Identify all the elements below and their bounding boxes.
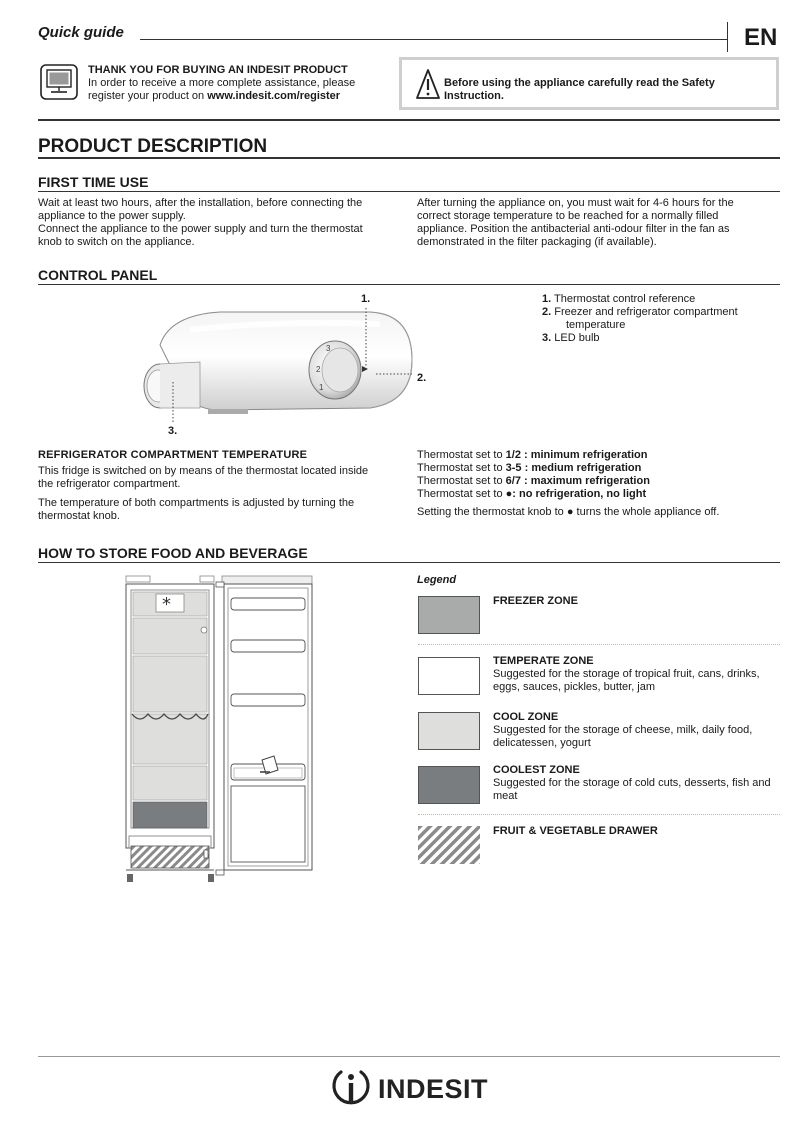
control-item-1: 1. Thermostat control reference xyxy=(542,293,696,305)
legend-divider-1 xyxy=(418,644,780,645)
indesit-logo-icon xyxy=(329,1068,373,1112)
section-divider xyxy=(38,119,780,121)
header-rule-tick xyxy=(727,22,728,52)
fruit-vegetable-drawer-title: FRUIT & VEGETABLE DRAWER xyxy=(493,825,658,837)
callout-1: 1. xyxy=(361,293,371,305)
register-line1: In order to receive a more complete assistance, please xyxy=(88,77,356,89)
coolest-zone-swatch xyxy=(418,766,480,804)
coolest-zone-title: COOLEST ZONE xyxy=(493,764,580,776)
register-link[interactable]: www.indesit.com/register xyxy=(207,90,341,102)
control-panel-illustration xyxy=(130,290,440,444)
svg-text:*: * xyxy=(162,594,171,615)
setting-medium: Thermostat set to 3-5 : medium refrigeration xyxy=(417,462,642,474)
warning-icon xyxy=(416,68,440,104)
control-panel-list xyxy=(542,293,738,345)
first-time-use-rule xyxy=(38,191,780,192)
freezer-zone-swatch xyxy=(418,596,480,634)
footer-rule xyxy=(38,1056,780,1057)
product-description-rule xyxy=(38,157,780,159)
computer-icon xyxy=(40,64,78,104)
control-item-3: 3. LED bulb xyxy=(542,332,600,344)
fruit-vegetable-drawer-swatch xyxy=(418,826,480,868)
knob-number-3: 3 xyxy=(326,344,331,353)
language-code: EN xyxy=(744,24,778,51)
warning-line2: Instruction. xyxy=(444,90,504,102)
coolest-zone-desc: Suggested for the storage of cold cuts, desserts, fish and meat xyxy=(493,777,771,802)
legend-label: Legend xyxy=(417,574,457,586)
freezer-zone-title: FREEZER ZONE xyxy=(493,595,578,607)
product-description-heading: PRODUCT DESCRIPTION xyxy=(38,136,268,157)
knob-number-1: 1 xyxy=(319,383,324,392)
first-time-use-left: Wait at least two hours, after the installation, before connecting the appliance to the power supply. Connect the appliance to the power supply and turn the thermostat knob to switch on the appliance. xyxy=(38,197,363,248)
control-item-2: 2. Freezer and refrigerator compartment xyxy=(542,306,738,318)
temperate-zone-title: TEMPERATE ZONE xyxy=(493,655,594,667)
brand-logo-text: INDESIT xyxy=(378,1074,489,1104)
legend-divider-2 xyxy=(418,814,780,815)
control-panel-heading: CONTROL PANEL xyxy=(38,267,158,283)
store-rule xyxy=(38,562,780,563)
header-rule xyxy=(140,39,728,40)
knob-number-2: 2 xyxy=(316,365,321,374)
cool-zone-swatch xyxy=(418,712,480,750)
thermostat-settings xyxy=(417,449,650,501)
temperate-zone-desc: Suggested for the storage of tropical fruit, cans, drinks, eggs, sauces, pickles, butter, jam xyxy=(493,668,760,693)
thermostat-off-note: Setting the thermostat knob to ● turns the whole appliance off. xyxy=(417,506,720,518)
store-heading: HOW TO STORE FOOD AND BEVERAGE xyxy=(38,545,308,561)
cool-zone-title: COOL ZONE xyxy=(493,711,559,723)
control-panel-rule xyxy=(38,284,780,285)
fridge-temp-p1: This fridge is switched on by means of the thermostat located inside the refrigerator compartment. xyxy=(38,465,369,490)
warning-line1: Before using the appliance carefully read the Safety xyxy=(444,77,715,89)
callout-3: 3. xyxy=(168,425,178,437)
setting-min: Thermostat set to 1/2 : minimum refrigeration xyxy=(417,449,648,461)
temperate-zone-swatch xyxy=(418,657,480,695)
setting-max: Thermostat set to 6/7 : maximum refrigeration xyxy=(417,475,650,487)
callout-2: 2. xyxy=(417,372,427,384)
fridge-temp-heading: REFRIGERATOR COMPARTMENT TEMPERATURE xyxy=(38,449,308,461)
setting-off: Thermostat set to ●: no refrigeration, no light xyxy=(417,488,647,500)
first-time-use-heading: FIRST TIME USE xyxy=(38,174,149,190)
control-item-2-cont: temperature xyxy=(566,319,626,331)
quick-guide-title: Quick guide xyxy=(38,24,124,41)
register-title: THANK YOU FOR BUYING AN INDESIT PRODUCT xyxy=(88,64,348,76)
fridge-zone-illustration xyxy=(124,574,318,890)
first-time-use-right: After turning the appliance on, you must wait for 4-6 hours for the correct storage temperature to be reached for a normally filled appliance. Position the antibacterial anti-odour filter in the fan as demonstrated in the filter packaging (if available). xyxy=(417,197,734,248)
fridge-temp-p2: The temperature of both compartments is adjusted by turning the thermostat knob. xyxy=(38,497,355,522)
register-line2: register your product on www.indesit.com/register xyxy=(88,90,341,102)
cool-zone-desc: Suggested for the storage of cheese, milk, daily food, delicatessen, yogurt xyxy=(493,724,753,749)
